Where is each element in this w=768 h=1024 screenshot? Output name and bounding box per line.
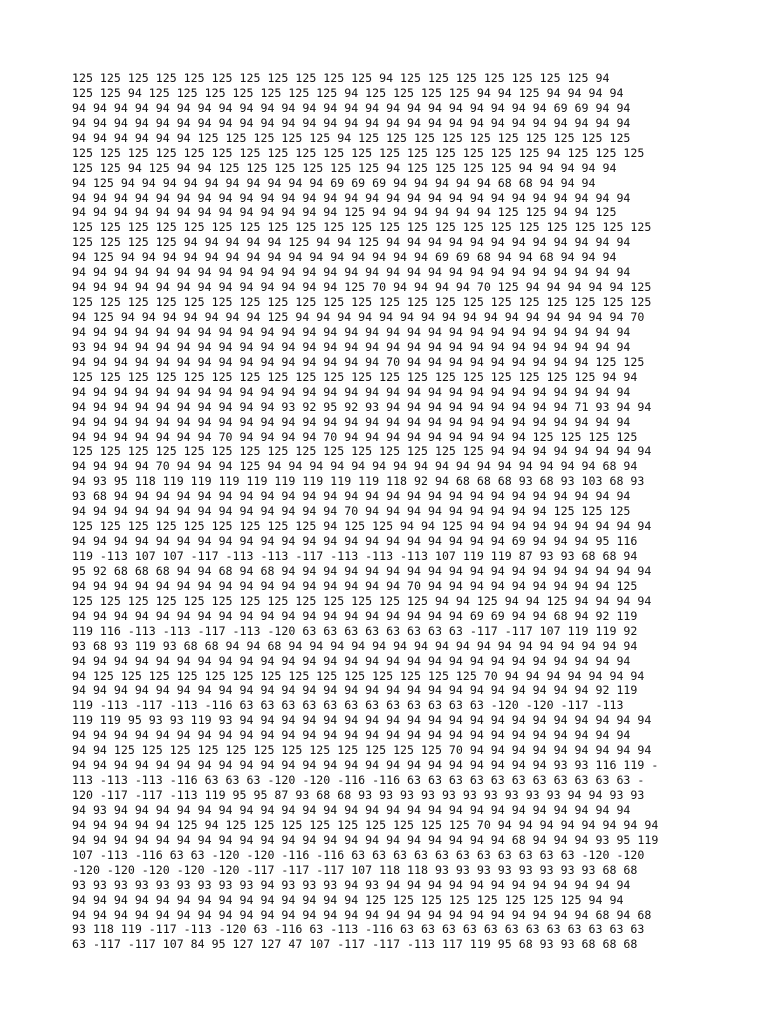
text-line: 119 -113 -117 -113 -116 63 63 63 63 63 63 63 63 63 63 63 63 -120 -120 -117 -113	[72, 698, 624, 713]
text-line: 93 93 93 93 93 93 93 93 93 94 93 93 93 94 93 94 94 94 94 94 94 94 94 94 94 94 94	[72, 877, 631, 892]
text-line: 94 94 94 94 94 94 94 94 94 94 94 94 94 94 94 94 94 94 94 94 94 94 94 94 94 94 94	[72, 115, 631, 130]
text-line: 94 94 94 94 94 94 94 94 94 94 94 94 94 94 94 94 94 94 94 94 94 94 94 94 94 94 94	[72, 190, 631, 205]
text-line: 94 94 94 94 94 94 94 94 94 94 94 94 94 94 94 94 94 94 94 94 94 94 94 94 94 68 94 68	[72, 907, 652, 922]
text-line: 94 94 94 94 94 94 94 94 94 94 94 94 94 94 94 94 94 94 94 94 94 94 94 69 69 94 94	[72, 100, 631, 115]
text-line: 125 125 125 125 125 125 125 125 125 125 125 125 125 125 125 125 125 125 125 125 125	[72, 220, 652, 235]
text-line: 94 125 94 94 94 94 94 94 94 94 94 94 94 94 94 94 94 69 69 68 94 94 68 94 94 94	[72, 250, 617, 265]
text-line: 94 94 94 94 94 94 94 94 94 94 94 94 94 94 94 94 94 94 94 69 69 94 94 68 94 92 119	[72, 608, 638, 623]
text-line: 125 125 125 125 125 125 125 125 125 125 125 94 125 125 125 125 125 125 125 94	[72, 71, 610, 85]
text-line: 94 94 94 94 94 94 94 94 94 94 93 92 95 92 93 94 94 94 94 94 94 94 94 94 71 93 94 94	[72, 399, 652, 414]
text-line: 94 94 94 94 94 94 94 94 94 94 94 94 94 94 125 125 125 125 125 125 125 125 94 94	[72, 892, 624, 907]
text-line: 93 118 119 -117 -113 -120 63 -116 63 -113 -116 63 63 63 63 63 63 63 63 63 63 63 63	[72, 922, 645, 937]
text-line: 94 94 94 94 94 94 94 94 94 94 94 94 94 70 94 94 94 94 94 94 94 94 94 125 125 125	[72, 504, 631, 519]
text-line: 94 94 125 125 125 125 125 125 125 125 125 125 125 125 70 94 94 94 94 94 94 94 94 94	[72, 743, 652, 758]
text-line: 125 125 125 125 125 125 125 125 125 125 125 125 125 125 125 94 94 94 94 94 94 94 94	[72, 444, 652, 459]
text-line: 94 94 94 94 94 94 125 125 125 125 125 94 125 125 125 125 125 125 125 125 125 125	[72, 130, 631, 145]
text-line: 125 125 125 125 125 125 125 125 125 94 125 125 94 94 125 94 94 94 94 94 94 94 94 94	[72, 519, 652, 534]
text-line: 119 119 95 93 93 119 93 94 94 94 94 94 94 94 94 94 94 94 94 94 94 94 94 94 94 94 94	[72, 713, 652, 728]
text-line: 125 125 125 125 125 125 125 125 125 125 125 125 125 125 125 125 125 125 125 125 125	[72, 295, 652, 310]
text-line: 125 125 125 125 125 125 125 125 125 125 125 125 125 94 94 125 94 94 125 94 94 94 94	[72, 593, 652, 608]
text-line: 94 94 94 94 94 94 94 94 94 94 94 94 94 94 94 94 94 94 94 94 94 94 94 94 94 94 94	[72, 384, 631, 399]
text-line: 120 -117 -117 -113 119 95 95 87 93 68 68 93 93 93 93 93 93 93 93 93 93 94 94 93 93	[72, 788, 645, 802]
text-line: 94 94 94 94 94 94 94 70 94 94 94 94 70 94 94 94 94 94 94 94 94 94 125 125 125 125	[72, 429, 638, 444]
text-line: 93 68 94 94 94 94 94 94 94 94 94 94 94 94 94 94 94 94 94 94 94 94 94 94 94 94 94	[72, 489, 631, 504]
text-line: 94 94 94 94 94 94 94 94 94 94 94 94 94 94 94 70 94 94 94 94 94 94 94 94 94 125 125	[72, 354, 645, 369]
text-line: 125 125 125 125 125 125 125 125 125 125 125 125 125 125 125 125 125 94 125 125 125	[72, 145, 645, 160]
text-line: 94 94 94 94 94 94 94 94 94 94 94 94 94 94 94 94 94 94 94 94 94 94 94 93 93 116 119 -	[72, 758, 659, 773]
text-line: 94 94 94 94 94 125 94 125 125 125 125 125 125 125 125 125 70 94 94 94 94 94 94 94 94	[72, 817, 659, 832]
text-line: 94 94 94 94 94 94 94 94 94 94 94 94 94 125 70 94 94 94 94 70 125 94 94 94 94 94 125	[72, 280, 652, 295]
text-line: 95 92 68 68 68 94 94 68 94 68 94 94 94 94 94 94 94 94 94 94 94 94 94 94 94 94 94 94	[72, 563, 652, 578]
text-line: 94 94 94 94 94 94 94 94 94 94 94 94 94 94 94 94 94 94 94 94 94 94 94 94 94 94 94	[72, 324, 631, 339]
text-line: 119 116 -113 -113 -117 -113 -120 63 63 63 63 63 63 63 63 -117 -117 107 119 119 92	[72, 623, 638, 638]
text-line: 119 -113 107 107 -117 -113 -113 -117 -113 -113 -113 107 119 119 87 93 93 68 68 94	[72, 549, 638, 563]
text-line: 94 93 94 94 94 94 94 94 94 94 94 94 94 94 94 94 94 94 94 94 94 94 94 94 94 94 94	[72, 802, 631, 817]
document-text-page	[72, 71, 702, 952]
text-line: 94 125 125 125 125 125 125 125 125 125 125 125 125 125 125 70 94 94 94 94 94 94 94	[72, 668, 645, 683]
text-line: 125 125 125 125 125 125 125 125 125 125 125 125 125 125 125 125 125 125 125 94 94	[72, 369, 638, 384]
text-line: 94 94 94 94 94 94 94 94 94 94 94 94 94 94 94 94 70 94 94 94 94 94 94 94 94 94 125	[72, 578, 638, 593]
text-line: 125 125 94 125 125 125 125 125 125 125 94 125 125 125 125 94 94 125 94 94 94 94	[72, 85, 624, 100]
text-line: 94 94 94 94 94 94 94 94 94 94 94 94 94 94 94 94 94 94 94 94 94 94 94 94 94 94 94	[72, 653, 631, 668]
text-line: 93 68 93 119 93 68 68 94 94 68 94 94 94 94 94 94 94 94 94 94 94 94 94 94 94 94 94	[72, 638, 638, 653]
text-line: 94 94 94 94 94 94 94 94 94 94 94 94 94 94 94 94 94 94 94 94 94 94 94 94 94 94 94	[72, 414, 631, 429]
text-line: 94 125 94 94 94 94 94 94 94 94 94 94 69 69 69 94 94 94 94 94 68 68 94 94 94	[72, 175, 596, 190]
text-line: 125 125 125 125 94 94 94 94 94 125 94 94 125 94 94 94 94 94 94 94 94 94 94 94 94	[72, 235, 631, 250]
text-line: 94 94 94 94 94 94 94 94 94 94 94 94 94 125 94 94 94 94 94 94 125 125 94 94 125	[72, 205, 617, 220]
text-line: -120 -120 -120 -120 -120 -117 -117 -117 107 118 118 93 93 93 93 93 93 93 93 68 68	[72, 862, 638, 877]
text-line: 125 125 94 125 94 94 125 125 125 125 125 125 94 125 125 125 125 94 94 94 94 94	[72, 160, 617, 175]
text-line: 63 -117 -117 107 84 95 127 127 47 107 -117 -117 -113 117 119 95 68 93 93 68 68 68	[72, 937, 638, 952]
text-line: 94 94 94 94 94 94 94 94 94 94 94 94 94 94 94 94 94 94 94 94 94 94 94 94 94 92 119	[72, 683, 638, 698]
text-line: 107 -113 -116 63 63 -120 -120 -116 -116 63 63 63 63 63 63 63 63 63 63 63 -120 -120	[72, 847, 645, 862]
text-line: 94 94 94 94 94 94 94 94 94 94 94 94 94 94 94 94 94 94 94 94 94 69 94 94 94 95 116	[72, 534, 638, 549]
text-line: 94 94 94 94 94 94 94 94 94 94 94 94 94 94 94 94 94 94 94 94 94 94 94 94 94 94 94	[72, 728, 631, 743]
text-line: 94 93 95 118 119 119 119 119 119 119 119 119 118 92 94 68 68 68 93 68 93 103 68 93	[72, 474, 645, 489]
text-line: 94 125 94 94 94 94 94 94 94 125 94 94 94 94 94 94 94 94 94 94 94 94 94 94 94 94 70	[72, 310, 645, 324]
text-line: 113 -113 -113 -116 63 63 63 -120 -120 -116 -116 63 63 63 63 63 63 63 63 63 63 63 -	[72, 773, 645, 788]
text-line: 94 94 94 94 94 94 94 94 94 94 94 94 94 94 94 94 94 94 94 94 94 94 94 94 94 94 94	[72, 265, 631, 280]
text-line: 94 94 94 94 70 94 94 94 125 94 94 94 94 94 94 94 94 94 94 94 94 94 94 94 94 68 94	[72, 459, 638, 474]
text-line: 93 94 94 94 94 94 94 94 94 94 94 94 94 94 94 94 94 94 94 94 94 94 94 94 94 94 94	[72, 339, 631, 354]
text-line: 94 94 94 94 94 94 94 94 94 94 94 94 94 94 94 94 94 94 94 94 94 68 94 94 94 93 95 119	[72, 832, 659, 847]
